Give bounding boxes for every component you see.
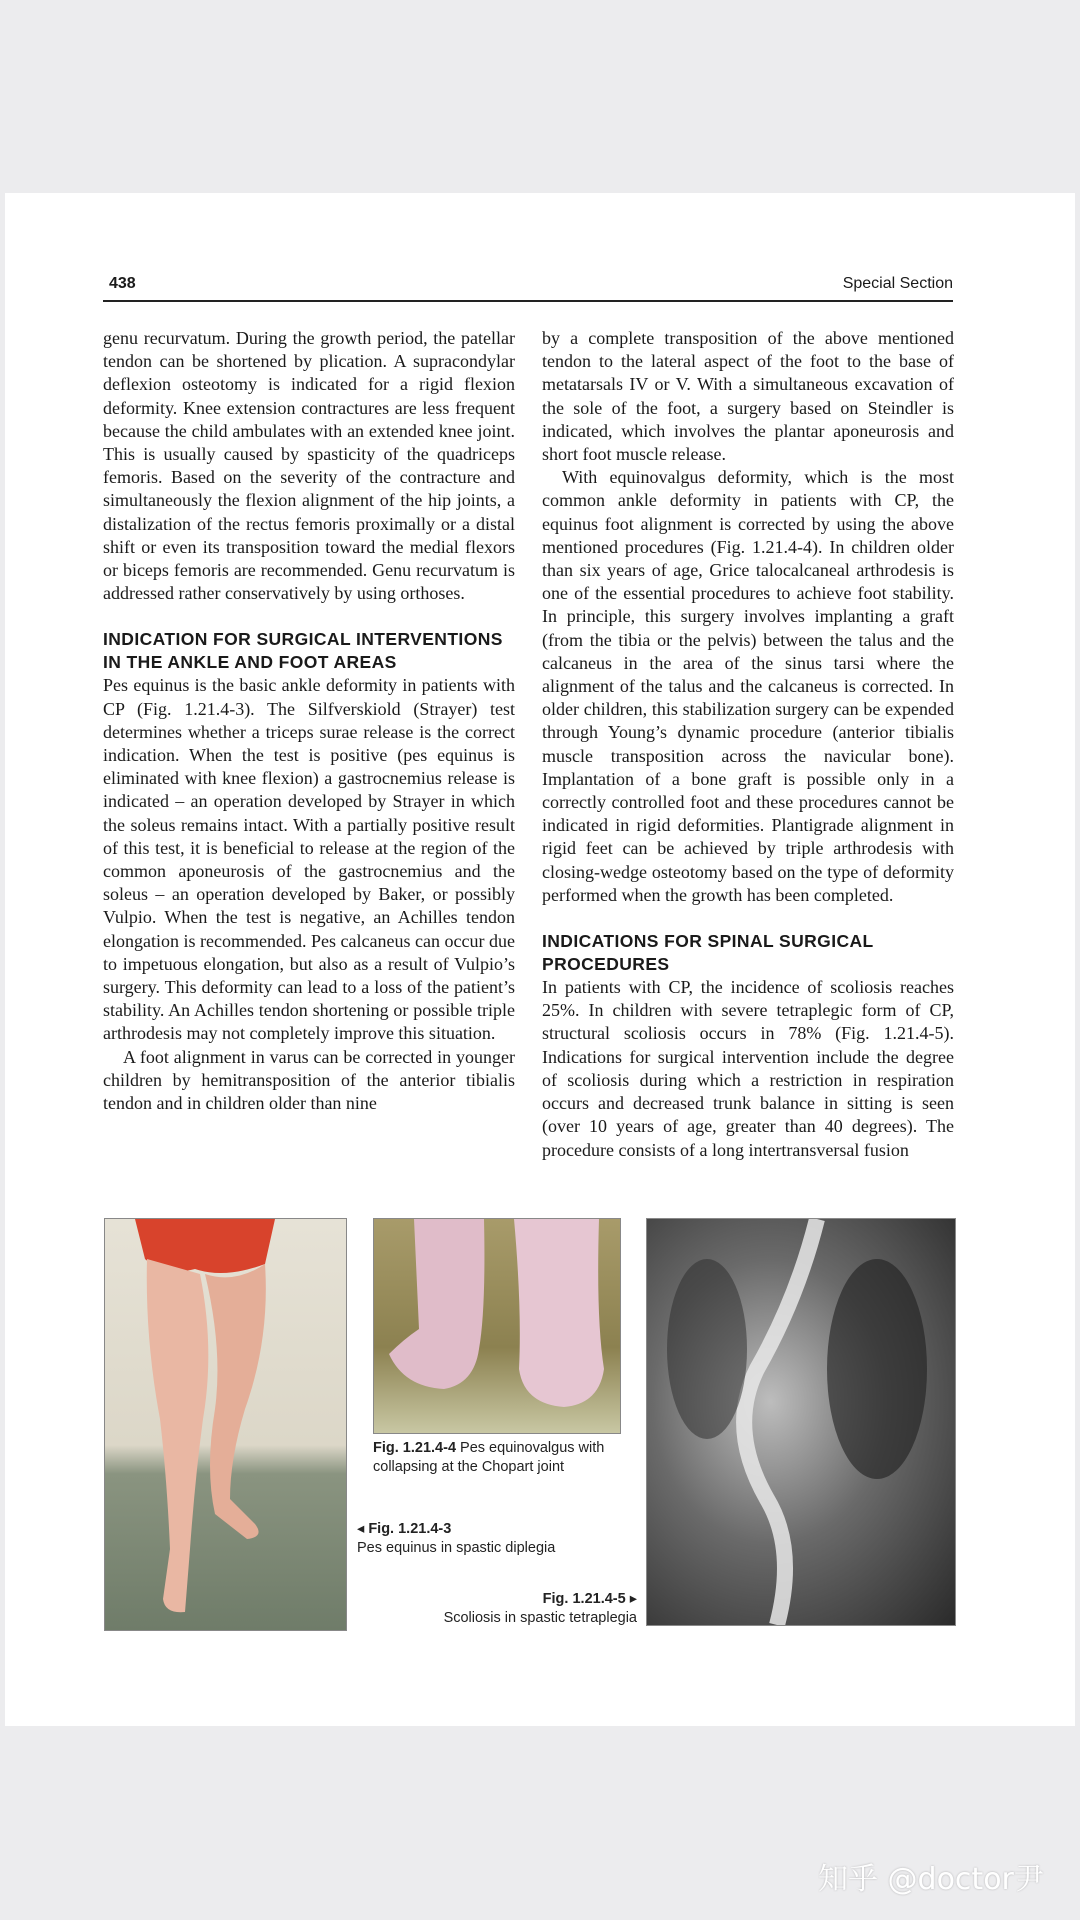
paragraph: In patients with CP, the incidence of scoliosis reaches 25%. In children with severe tetraplegic form of CP, structural scoliosis occurs in 78% (Fig. 1.21.4-5). Indications for surgical intervention include the degree of scoliosis during which a restriction in respiration occurs and decreased trunk balance in sitting is seen (over 10 years of age, greater than 40 degrees). The procedure consists of a long intertransversal fusion xyxy=(542,977,954,1160)
photo-pes-equinovalgus xyxy=(373,1218,621,1434)
page-number: 438 xyxy=(109,275,136,292)
section-heading-ankle-foot: INDICATION FOR SURGICAL INTERVENTIONS IN THE ANKLE AND FOOT AREAS xyxy=(103,629,503,673)
figure-caption-text: Scoliosis in spastic tetraplegia xyxy=(443,1610,637,1626)
photo-pes-equinovalgus-illustration xyxy=(374,1219,620,1433)
arrow-left-icon: ◂ xyxy=(357,1521,369,1537)
lung-shadow-shape xyxy=(827,1259,927,1479)
figure-caption-4 xyxy=(373,1439,633,1477)
figure-caption-text: Pes equinus in spastic diplegia xyxy=(357,1540,556,1556)
figure-caption-3 xyxy=(357,1520,637,1558)
left-leg-shape xyxy=(147,1259,209,1612)
left-foot-shape xyxy=(389,1219,484,1389)
spine-curve-shape xyxy=(744,1219,817,1625)
left-column xyxy=(103,327,515,1115)
running-head xyxy=(103,273,953,302)
watermark: 知乎 @doctor尹 xyxy=(818,1862,1044,1897)
figure-label: Fig. 1.21.4-3 xyxy=(368,1521,452,1537)
figure-label: Fig. 1.21.4-4 xyxy=(373,1440,457,1456)
right-column xyxy=(542,327,954,1162)
figure-caption-5 xyxy=(400,1590,637,1628)
figure-label: Fig. 1.21.4-5 xyxy=(542,1591,626,1607)
section-heading-spinal: INDICATIONS FOR SPINAL SURGICAL PROCEDURES xyxy=(542,931,874,975)
arrow-right-icon: ▸ xyxy=(625,1591,637,1607)
right-foot-shape xyxy=(514,1219,604,1407)
xray-scoliosis xyxy=(646,1218,956,1626)
paragraph: With equinovalgus deformity, which is the most common ankle deformity in patients with CP, the equinus foot alignment is corrected by using the above mentioned procedures (Fig. 1.21.4-4). In children older than six years of age, Grice talocalcaneal arthrodesis is one of the essential procedures to achieve foot stability. In principle, this surgery involves implanting a graft (from the tibia or the pelvis) between the talus and the calcaneus in the area of the sinus tarsi where the alignment of the talus and the calcaneus is corrected. In older children, this stabilization surgery can be expended through Young’s dynamic procedure (anterior tibialis muscle transposition across the navicular bone). Implantation of a bone graft is possible only in a correctly controlled foot and these procedures cannot be indicated in rigid deformities. Plantigrade alignment in rigid feet can be achieved by triple arthrodesis with closing-wedge osteotomy based on the type of deformity performed when the growth has been completed. xyxy=(542,467,954,905)
lung-shadow-shape xyxy=(667,1259,747,1439)
right-leg-shape xyxy=(205,1264,266,1539)
paragraph: by a complete transposition of the above mentioned tendon to the lateral aspect of the foot to the base of metatarsals IV or V. With a simultaneous excavation of the sole of the foot, a surgery based on Steindler is indicated, which involves the plantar aponeurosis and short foot muscle release. xyxy=(542,328,954,465)
figure-caption-text: Pes equinovalgus with collapsing at the Chopart joint xyxy=(373,1440,605,1475)
section-label: Special Section xyxy=(842,275,953,292)
photo-pes-equinus xyxy=(104,1218,347,1631)
paragraph: genu recurvatum. During the growth period, the patellar tendon can be shortened by plication. A supracondylar deflexion osteotomy is indicated for a rigid flexion deformity. Knee extension contractures are less frequent because the child ambulates with an extended knee joint. This is usually caused by spasticity of the quadriceps femoris. Based on the severity of the contracture and simultaneously the flexion alignment of the hip joints, a distalization of the rectus femoris proximally or a distal shift or even its transposition toward the medial flexors or biceps femoris are recommended. Genu recurvatum is addressed rather conservatively by using orthoses. xyxy=(103,328,515,604)
xray-scoliosis-illustration xyxy=(647,1219,955,1625)
photo-pes-equinus-illustration xyxy=(105,1219,346,1630)
paragraph: Pes equinus is the basic ankle deformity in patients with CP (Fig. 1.21.4-3). The Silfverskiold (Strayer) test determines whether a triceps surae release is the correct indication. When the test is positive (pes equinus is eliminated with knee flexion) a gastrocnemius release is indicated – an operation developed by Strayer in which the soleus remains intact. With a partially positive result of this test, it is beneficial to release at the region of the common aponeurosis of the gastrocnemius and the soleus – an operation developed by Baker, or possibly Vulpio. When the test is negative, an Achilles tendon elongation is recommended. Pes calcaneus can occur due to impetuous elongation, but also as a result of Vulpio’s surgery. This deformity can lead to a loss of the patient’s stability. An Achilles tendon shortening or possible triple arthrodesis may not completely improve this situation. xyxy=(103,675,515,1044)
paragraph: A foot alignment in varus can be corrected in younger children by hemitransposition of the anterior tibialis tendon and in children older than nine xyxy=(103,1046,515,1114)
